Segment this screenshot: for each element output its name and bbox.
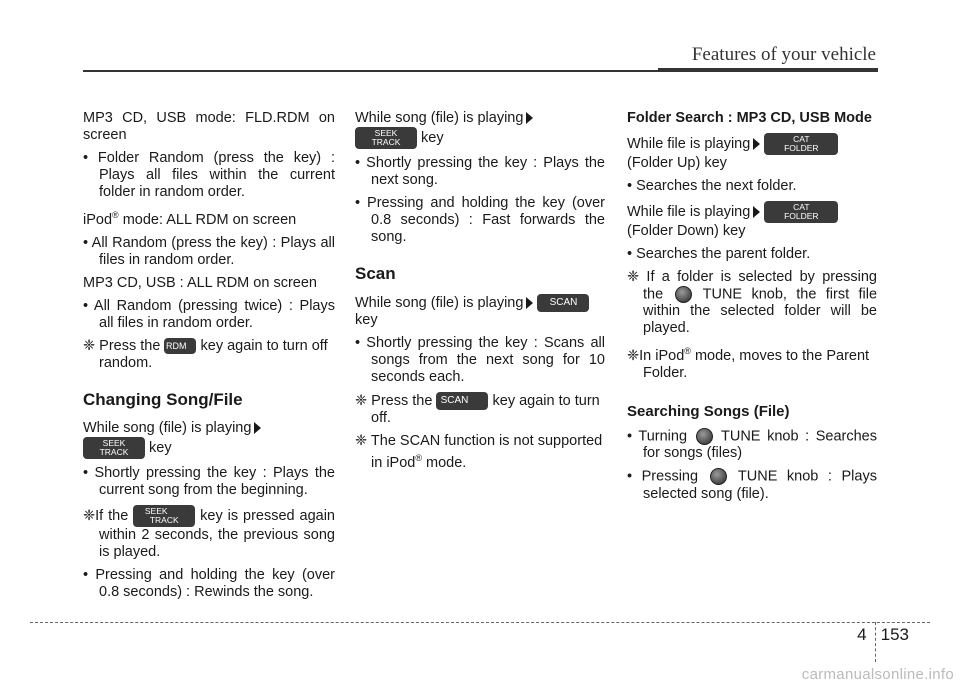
mode-text: MP3 CD, USB : ALL RDM on screen xyxy=(83,274,317,291)
key-label: key xyxy=(421,129,444,146)
list-item: • Pressing and holding the key (over 0.8 seconds) : Fast forwards the song. xyxy=(355,195,605,245)
registered-mark: ® xyxy=(415,453,422,463)
list-item: • Folder Random (press the key) : Plays all files within the current folder in random order. xyxy=(83,150,335,200)
list-text: • Turning xyxy=(627,428,688,445)
registered-mark: ® xyxy=(112,210,119,220)
column-3 xyxy=(627,110,877,509)
note-text: ❈ Press the xyxy=(83,337,161,354)
key-label: (Folder Down) key xyxy=(627,223,746,239)
list-item: • Pressing and holding the key (over 0.8 seconds) : Rewinds the song. xyxy=(83,566,335,600)
key-line-text: While file is playing xyxy=(627,203,751,220)
note-text: key again to turn off. xyxy=(371,392,600,426)
scan-key-icon: SCAN xyxy=(537,294,589,312)
list-item: • All Random (press the key) : Plays all files in random order. xyxy=(83,234,335,268)
ipod-text: iPod xyxy=(83,211,113,228)
list-item xyxy=(627,428,877,462)
mode-text: MP3 CD, USB mode: FLD.RDM on screen xyxy=(83,110,335,143)
rdm-key-icon: 2 RDM xyxy=(164,338,196,354)
note-item xyxy=(627,269,877,337)
note-item xyxy=(355,392,605,427)
seek-track-down-key-icon: SEEK TRACK xyxy=(83,437,145,459)
key-line xyxy=(355,294,605,329)
key-line xyxy=(355,110,605,149)
section-heading-searching: Searching Songs (File) xyxy=(627,403,790,421)
page-number-value: 153 xyxy=(880,625,909,644)
chapter-number: 4 xyxy=(857,625,867,644)
footer-rule xyxy=(30,622,930,623)
note-text: TUNE knob, the first file within the selected folder will be played. xyxy=(643,286,878,337)
play-arrow-icon xyxy=(526,112,533,124)
seek-track-down-key-icon: SEEK TRACK xyxy=(133,505,195,527)
key-label: key xyxy=(355,312,378,328)
note-item xyxy=(83,338,335,372)
tune-knob-icon xyxy=(710,468,727,485)
note-text: key again to turn off random. xyxy=(99,337,328,371)
list-item: • Searches the next folder. xyxy=(627,178,797,194)
list-item: • Shortly pressing the key : Scans all songs from the next song for 10 seconds each. xyxy=(355,335,605,385)
section-heading-scan: Scan xyxy=(355,264,396,283)
note-item xyxy=(355,433,605,472)
note-text: key is pressed again within 2 seconds, the previous song is played. xyxy=(99,507,335,560)
play-arrow-icon xyxy=(753,206,760,218)
key-label: (Folder Up) key xyxy=(627,155,727,171)
cat-folder-up-key-icon: CAT FOLDER xyxy=(764,133,838,155)
section-heading-folder-search: Folder Search : MP3 CD, USB Mode xyxy=(627,110,872,126)
key-line xyxy=(627,201,877,240)
note-item xyxy=(627,343,877,382)
note-text: ❈ Press the xyxy=(355,392,433,409)
list-item: • Shortly pressing the key : Plays the next song. xyxy=(355,155,605,188)
note-text: ❈If the xyxy=(83,507,129,524)
play-arrow-icon xyxy=(753,138,760,150)
list-item: • Shortly pressing the key : Plays the current song from the beginning. xyxy=(83,464,335,498)
key-line-text: While song (file) is playing xyxy=(83,419,252,436)
seek-track-up-key-icon: SEEK TRACK xyxy=(355,127,417,149)
list-item xyxy=(627,468,877,502)
page-header-title: Features of your vehicle xyxy=(691,44,876,65)
tune-knob-icon xyxy=(696,428,713,445)
key-line-text: While song (file) is playing xyxy=(355,294,524,311)
list-item: • All Random (pressing twice) : Plays all files in random order. xyxy=(83,297,335,331)
mode-suffix: mode: ALL RDM on screen xyxy=(122,211,297,228)
list-item: • Searches the parent folder. xyxy=(627,246,811,262)
watermark: carmanualsonline.info xyxy=(801,666,954,683)
page-number xyxy=(857,625,909,645)
key-label: key xyxy=(149,439,172,456)
note-item xyxy=(83,505,335,561)
column-1 xyxy=(83,110,335,607)
header-rule xyxy=(83,70,878,72)
key-line xyxy=(83,420,335,459)
column-2 xyxy=(355,110,605,478)
key-line-text: While file is playing xyxy=(627,135,751,152)
list-text: TUNE knob : Searches for songs (files) xyxy=(643,428,877,462)
key-line-text: While song (file) is playing xyxy=(355,110,524,126)
key-line xyxy=(627,133,877,172)
tune-knob-icon xyxy=(675,286,692,303)
scan-key-icon: SCAN xyxy=(436,392,488,410)
section-heading-changing: Changing Song/File xyxy=(83,389,243,409)
cat-folder-down-key-icon: CAT FOLDER xyxy=(764,201,838,223)
note-text: mode. xyxy=(426,454,467,471)
mode-text xyxy=(83,207,335,229)
note-text: mode, moves to the Parent Folder. xyxy=(643,348,870,382)
note-text: ❈In iPod xyxy=(627,348,685,365)
list-text: • Pressing xyxy=(627,468,699,485)
note-text: ❈ If a folder is selected by pressing the xyxy=(627,269,877,303)
play-arrow-icon xyxy=(254,422,261,434)
play-arrow-icon xyxy=(526,297,533,309)
note-text: ❈ The SCAN function is not supported in iPod xyxy=(355,433,603,471)
list-text: TUNE knob : Plays selected song (file). xyxy=(643,468,877,502)
registered-mark: ® xyxy=(684,346,691,357)
